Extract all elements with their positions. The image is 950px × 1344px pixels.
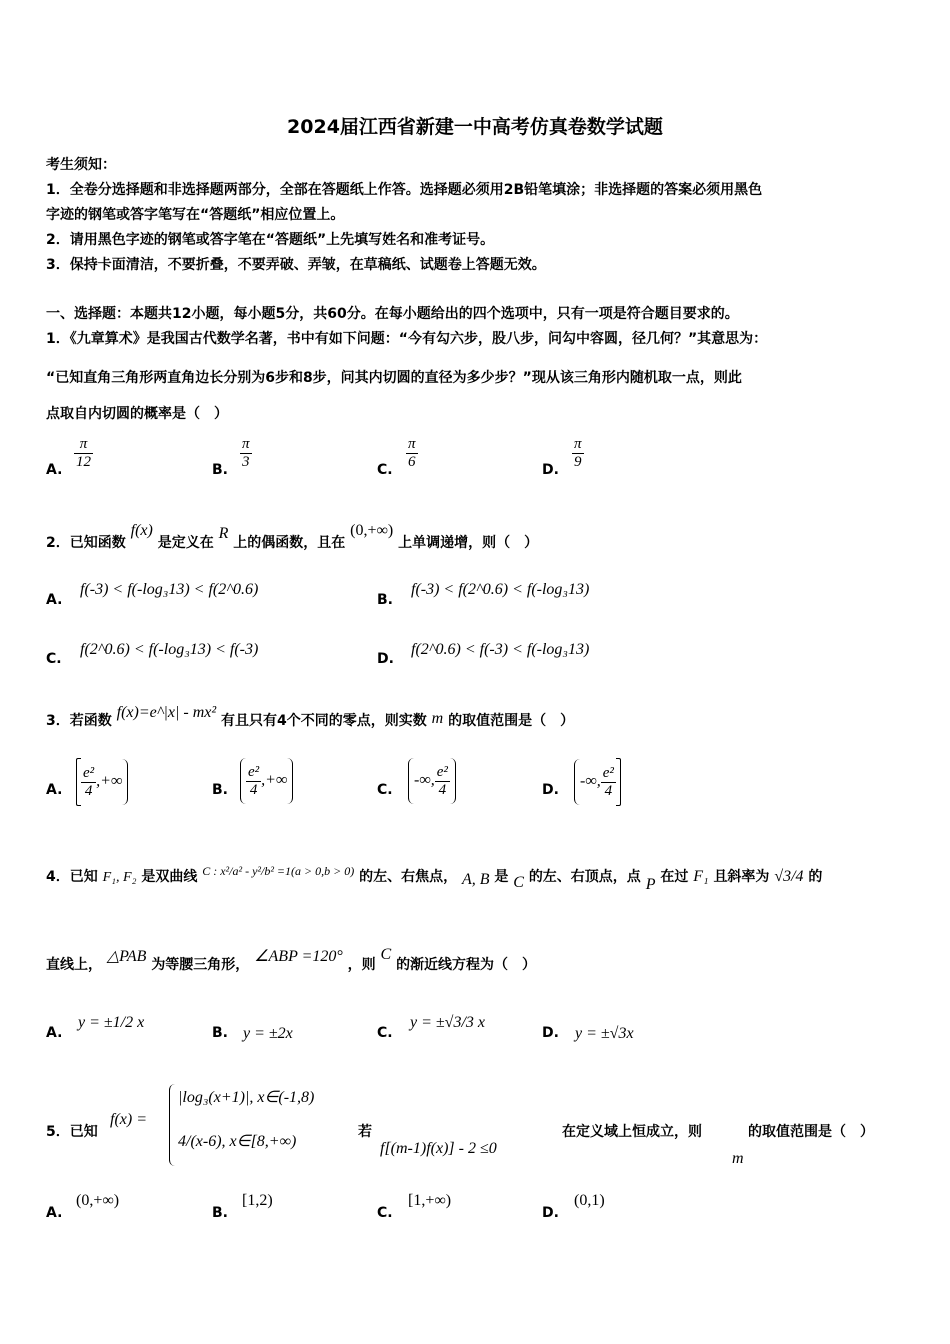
- q4-p: P: [645, 876, 656, 893]
- e-squared: e²: [436, 763, 448, 780]
- q5-option-b[interactable]: [1,2): [242, 1192, 273, 1209]
- q2-option-d[interactable]: f(2^0.6) < f(-3) < f(-log₃13): [411, 641, 590, 658]
- q2-option-a[interactable]: f(-3) < f(-log₃13) < f(2^0.6): [80, 581, 259, 598]
- e-squared: e²: [83, 764, 95, 781]
- q3-option-b[interactable]: [240, 758, 293, 804]
- q5-option-d-label[interactable]: D.: [542, 1205, 559, 1221]
- q2-option-a-label[interactable]: A.: [46, 592, 63, 608]
- q1-option-a-label[interactable]: A.: [46, 462, 63, 478]
- q3-option-a-label[interactable]: A.: [46, 782, 63, 798]
- four: 4: [84, 782, 93, 799]
- q5-option-a[interactable]: (0,+∞): [76, 1192, 120, 1209]
- q1-option-b-label[interactable]: B.: [212, 462, 228, 478]
- q4-mid6: 且斜率为: [713, 869, 770, 885]
- q3-stem: [46, 704, 575, 730]
- q2-pre: 2．已知函数: [46, 535, 126, 551]
- q3-option-b-label[interactable]: B.: [212, 782, 228, 798]
- pi: π: [74, 436, 93, 454]
- q4-option-b-label[interactable]: B.: [212, 1025, 228, 1041]
- q4-mid5: 在过: [660, 869, 689, 885]
- q2-stem: [46, 522, 539, 552]
- q3-pre: 3．若函数: [46, 713, 112, 729]
- notice-line-1a: 1．全卷分选择题和非选择题两部分，全部在答题纸上作答。选择题必须用2B铅笔填涂；非选择题的答案必须用黑色: [46, 182, 763, 198]
- notice-line-1b: 字迹的钢笔或答字笔写在“答题纸”相应位置上。: [46, 207, 345, 223]
- q5-option-a-label[interactable]: A.: [46, 1205, 63, 1221]
- q3-option-a[interactable]: [76, 758, 128, 806]
- four: 4: [249, 781, 258, 798]
- q3-m: m: [431, 710, 444, 727]
- q3-option-c-label[interactable]: C.: [377, 782, 393, 798]
- q2-option-b-label[interactable]: B.: [377, 592, 393, 608]
- q4-option-d-label[interactable]: D.: [542, 1025, 559, 1041]
- q5-option-d[interactable]: (0,1): [574, 1192, 605, 1209]
- q4-mid3: 是: [494, 869, 509, 885]
- q1-option-d-label[interactable]: D.: [542, 462, 559, 478]
- q4-option-a[interactable]: y = ±1/2 x: [78, 1014, 145, 1031]
- denominator: 3: [242, 454, 250, 470]
- right-paren: [122, 759, 128, 805]
- q4-c2: C: [380, 946, 392, 963]
- q1-option-a[interactable]: [74, 436, 93, 471]
- q4-line2d: 的渐近线方程为（ ）: [396, 957, 537, 973]
- q4-f1: F₁: [693, 868, 709, 885]
- q4-line2a: 直线上，: [46, 957, 102, 973]
- q1-line-3: 点取自内切圆的概率是（ ）: [46, 406, 228, 422]
- plus-infinity: ,+∞: [261, 771, 288, 789]
- right-paren: [450, 758, 456, 804]
- q2-option-c-label[interactable]: C.: [46, 651, 62, 667]
- page-title: 2024届江西省新建一中高考仿真卷数学试题: [287, 116, 663, 138]
- q4-mid1: 是双曲线: [141, 869, 198, 885]
- q1-option-d[interactable]: [572, 436, 584, 471]
- q2-mid1: 是定义在: [157, 535, 214, 551]
- q5-option-c[interactable]: [1,+∞): [408, 1192, 452, 1209]
- q1-option-b[interactable]: [240, 436, 252, 471]
- q3-option-d[interactable]: [574, 758, 621, 806]
- denominator: 12: [76, 454, 91, 470]
- q2-fx: f(x): [130, 522, 153, 539]
- q3-function: f(x)=e^|x| - mx²: [116, 704, 217, 721]
- pi: π: [242, 436, 250, 452]
- q4-post: 的: [808, 869, 823, 885]
- q4-mid4: 的左、右顶点，点: [528, 869, 641, 885]
- q4-option-c-label[interactable]: C.: [377, 1025, 393, 1041]
- q5-ruo: 若: [358, 1124, 372, 1140]
- q3-option-d-label[interactable]: D.: [542, 782, 559, 798]
- q4-triangle: △PAB: [106, 948, 147, 965]
- q3-option-c[interactable]: [408, 758, 456, 804]
- q3-mid: 有且只有4个不同的零点，则实数: [221, 713, 427, 729]
- q5-case-2: 4/(x-6), x∈[8,+∞): [178, 1133, 297, 1150]
- q5-pre: 5．已知: [46, 1124, 98, 1140]
- q4-slope: √3/4: [774, 868, 804, 885]
- q4-foci: F₁, F₂: [102, 870, 137, 885]
- q4-stem-line-2: [46, 946, 537, 974]
- right-paren: [287, 758, 293, 804]
- q2-mid2: 上的偶函数，且在: [233, 535, 346, 551]
- q5-condition: f[(m-1)f(x)] - 2 ≤0: [380, 1140, 497, 1157]
- plus-infinity: ,+∞: [96, 772, 123, 790]
- q4-mid2: 的左、右焦点，: [359, 869, 458, 885]
- q2-option-c[interactable]: f(2^0.6) < f(-log₃13) < f(-3): [80, 641, 259, 658]
- q1-line-1: 1．《九章算术》是我国古代数学名著，书中有如下问题：“今有勾六步，股八步，问勾中容圆，径几何？”其意思为：: [46, 331, 768, 347]
- q5-option-c-label[interactable]: C.: [377, 1205, 393, 1221]
- q5-mid: 在定义域上恒成立，则: [562, 1124, 702, 1140]
- q4-stem-line-1: [46, 864, 823, 893]
- section-heading: 一、选择题：本题共12小题，每小题5分，共60分。在每小题给出的四个选项中，只有一项是符合题目要求的。: [46, 306, 739, 322]
- q5-post: 的取值范围是（ ）: [748, 1124, 874, 1140]
- notice-heading: 考生须知：: [46, 157, 116, 173]
- q4-hyperbola: C : x²/a² - y²/b² =1(a > 0,b > 0): [202, 864, 355, 878]
- q2-option-b[interactable]: f(-3) < f(2^0.6) < f(-log₃13): [411, 581, 590, 598]
- q3-post: 的取值范围是（ ）: [448, 713, 575, 729]
- q4-option-a-label[interactable]: A.: [46, 1025, 63, 1041]
- q2-post: 上单调递增，则（ ）: [398, 535, 539, 551]
- notice-line-2: 2．请用黑色字迹的钢笔或答字笔在“答题纸”上先填写姓名和准考证号。: [46, 232, 495, 248]
- q2-interval: (0,+∞): [350, 522, 394, 539]
- q4-option-c[interactable]: y = ±√3/3 x: [410, 1014, 486, 1031]
- q4-option-d[interactable]: y = ±√3x: [575, 1025, 634, 1042]
- denominator: 6: [408, 454, 416, 470]
- e-squared: e²: [248, 763, 260, 780]
- pi: π: [408, 436, 416, 452]
- e-squared: e²: [602, 764, 614, 781]
- minus-infinity: -∞,: [580, 772, 601, 790]
- q5-fx: f(x) =: [110, 1111, 147, 1128]
- notice-line-3: 3．保持卡面清洁，不要折叠，不要弄破、弄皱，在草稿纸、试题卷上答题无效。: [46, 257, 546, 273]
- q1-option-c-label[interactable]: C.: [377, 462, 393, 478]
- q2-option-d-label[interactable]: D.: [377, 651, 394, 667]
- q4-line2c: ，则: [347, 957, 376, 973]
- q1-option-c[interactable]: [406, 436, 418, 471]
- denominator: 9: [574, 454, 582, 470]
- four: 4: [604, 782, 613, 799]
- q2-R: R: [218, 525, 229, 542]
- q4-pre: 4．已知: [46, 869, 98, 885]
- q4-option-b[interactable]: y = ±2x: [243, 1025, 293, 1042]
- q4-ab: A, B: [461, 871, 490, 888]
- q5-m: m: [732, 1150, 744, 1167]
- q5-case-1: |log₃(x+1)|, x∈(-1,8): [178, 1089, 315, 1106]
- q5-option-b-label[interactable]: B.: [212, 1205, 228, 1221]
- q4-line2b: 为等腰三角形，: [151, 957, 250, 973]
- piecewise-brace: [169, 1084, 176, 1166]
- minus-infinity: -∞,: [414, 771, 435, 789]
- q4-angle: ∠ABP =120°: [254, 948, 343, 965]
- pi: π: [574, 436, 582, 452]
- right-bracket: [616, 758, 621, 806]
- q1-line-2: “已知直角三角形两直角边长分别为6步和8步，问其内切圆的直径为多少步？”现从该三角形内随机取一点，则此: [46, 370, 742, 386]
- q4-c: C: [513, 874, 524, 891]
- four: 4: [438, 781, 447, 798]
